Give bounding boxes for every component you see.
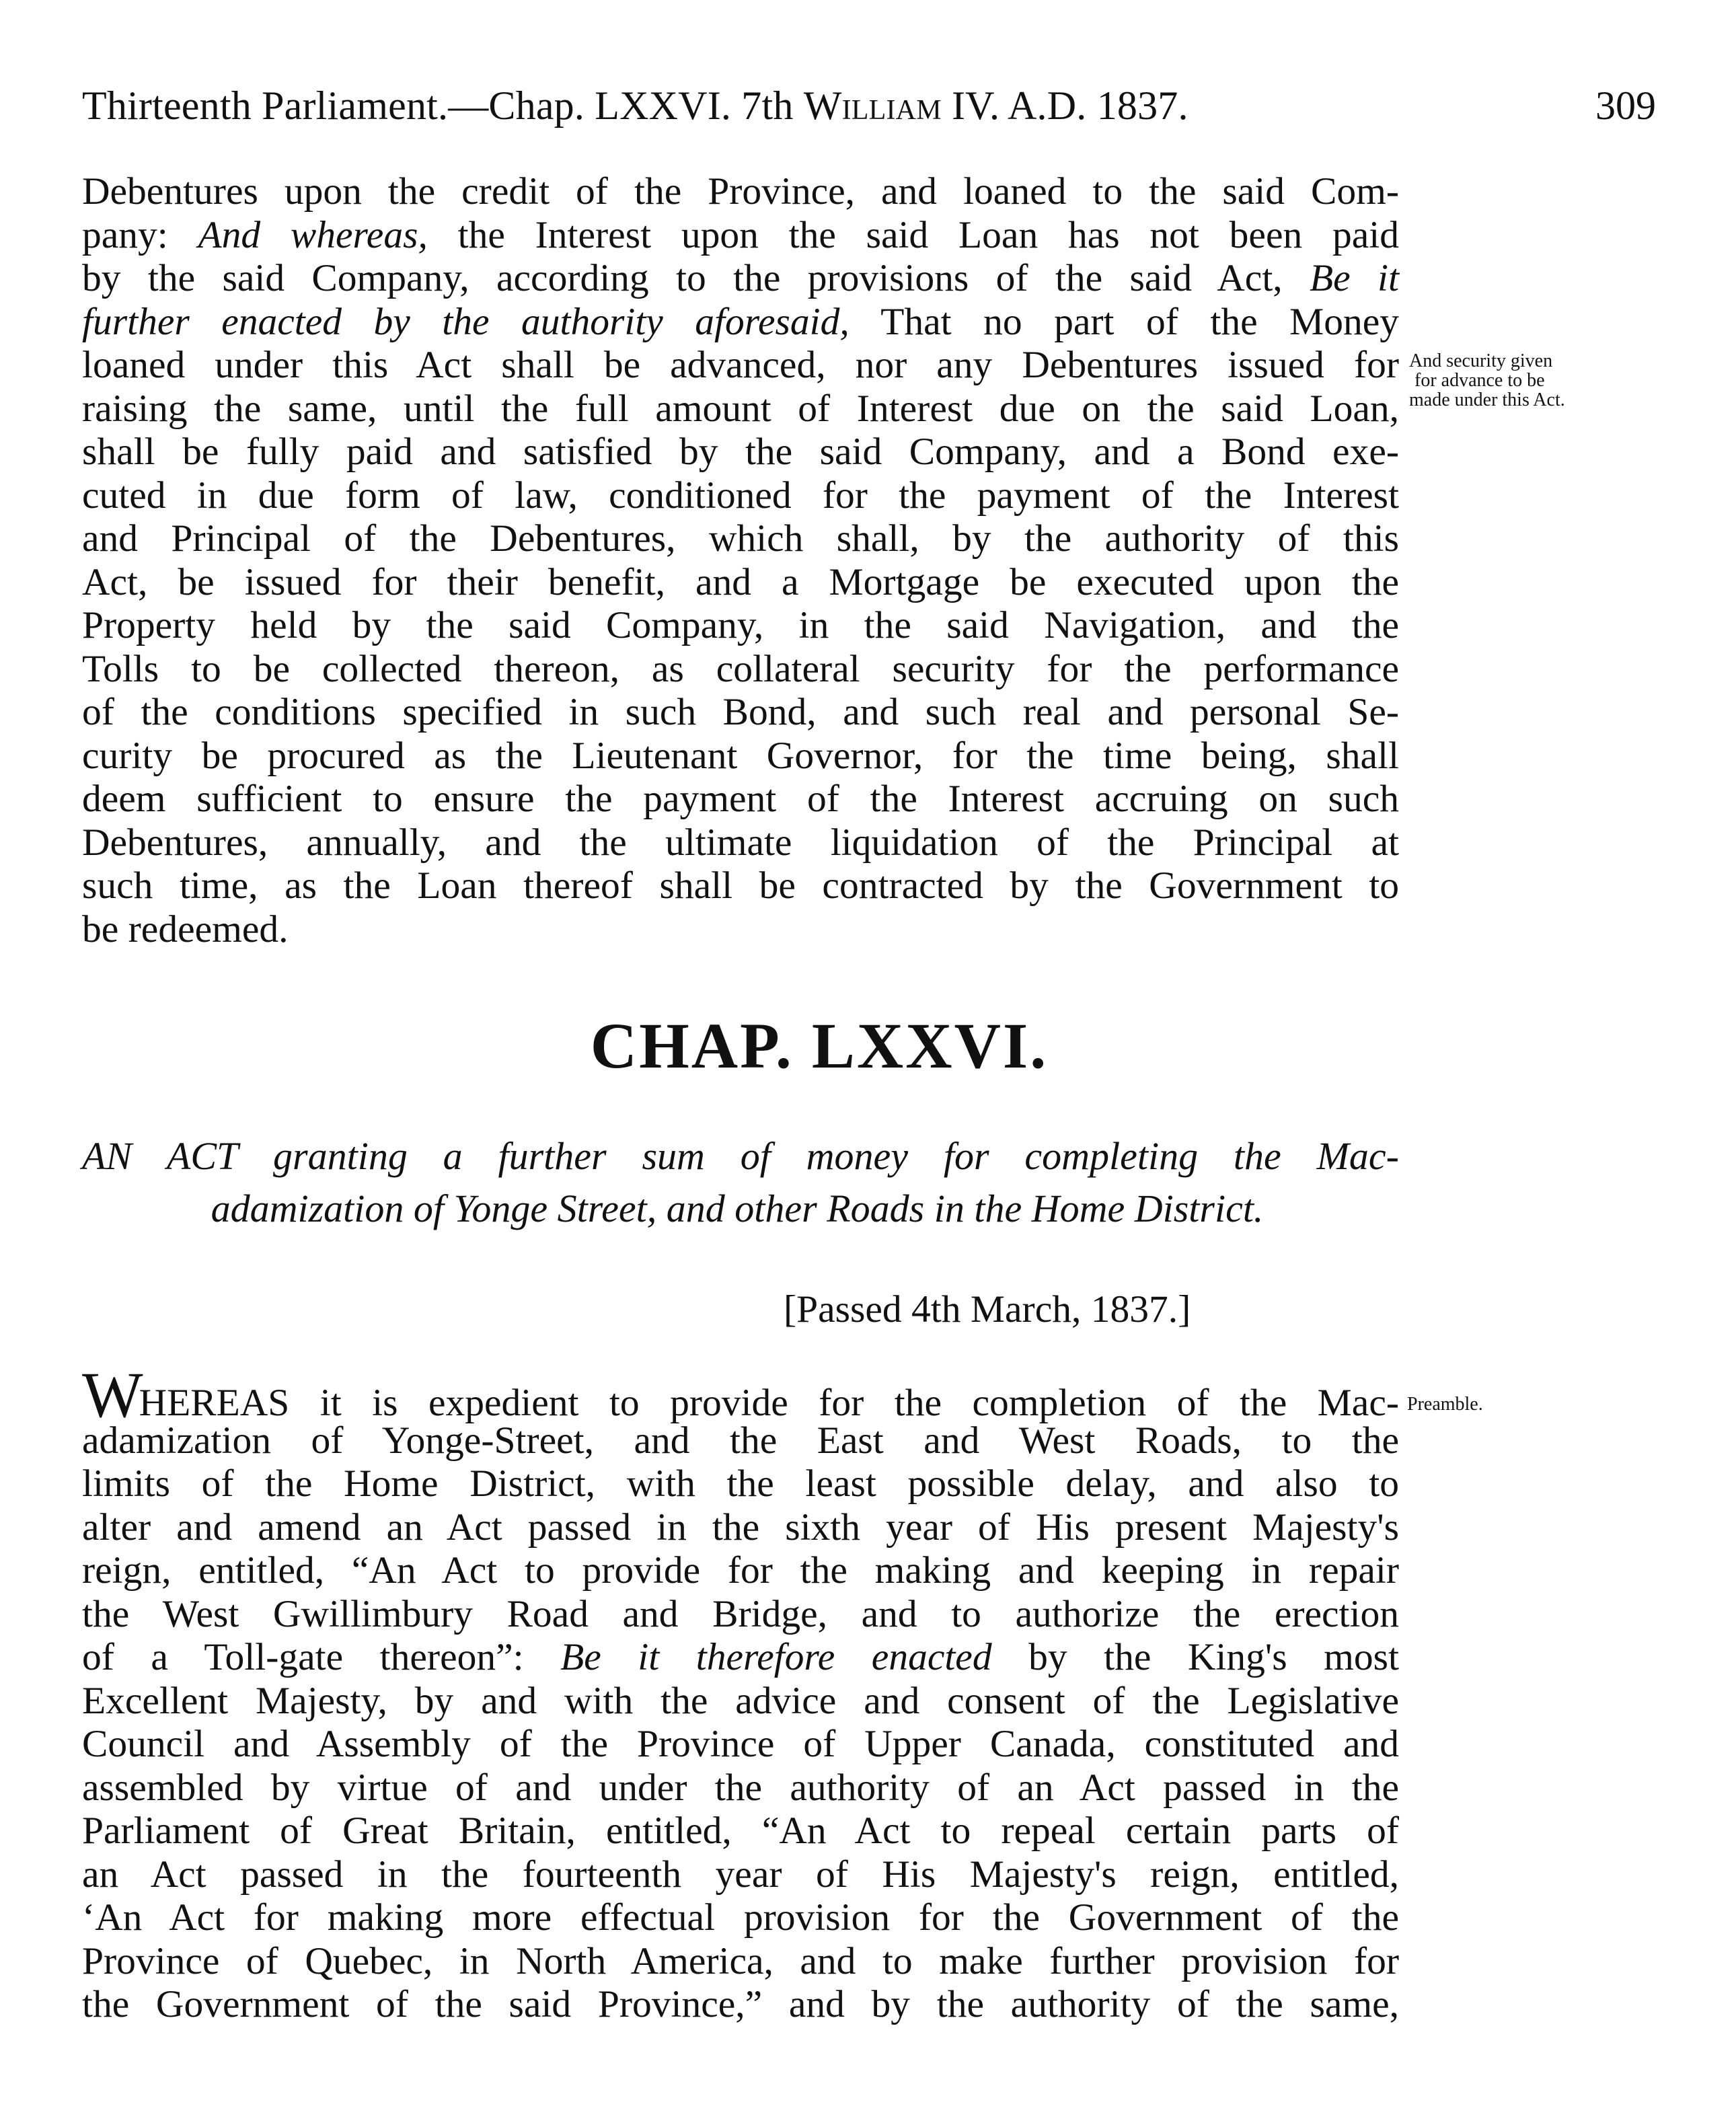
text-segment: adamization of Yonge-Street, and the East and West Roads, to the xyxy=(82,1419,1399,1462)
text-segment: such time, as the Loan thereof shall be contracted by the Government to xyxy=(82,864,1399,907)
margin-note-preamble: Preamble. xyxy=(1407,1394,1483,1415)
text-segment: by the said Company, according to the provisions of the said Act, xyxy=(82,257,1310,299)
text-line xyxy=(82,214,1399,258)
text-line xyxy=(82,1896,1399,1940)
title-prefix: Thirteenth Parliament.—Chap. LXXVI. 7th xyxy=(82,83,804,128)
title-suffix: IV. A.D. 1837. xyxy=(941,83,1188,128)
first-word-rest: HEREAS xyxy=(139,1382,290,1424)
text-line xyxy=(82,1680,1399,1723)
text-line xyxy=(82,648,1399,692)
page-number: 309 xyxy=(1595,83,1656,128)
king-name: William xyxy=(803,83,942,128)
chapter-heading-text: CHAP. LXXVI. xyxy=(590,1010,1049,1082)
text-line xyxy=(82,864,1399,908)
text-segment: curity be procured as the Lieutenant Governor, for the time being, shall xyxy=(82,734,1399,777)
text-line xyxy=(82,1636,1399,1680)
italic-phrase: Be it therefore enacted xyxy=(560,1636,992,1678)
text-line xyxy=(82,1983,1399,2027)
text-line xyxy=(82,1766,1399,1810)
text-segment: Property held by the said Company, in the said Navigation, and the xyxy=(82,604,1399,646)
act-title-line: adamization of Yonge Street, and other Roads in the Home District. xyxy=(211,1187,1264,1230)
italic-phrase: And whereas, xyxy=(198,213,428,256)
italic-phrase: further enacted by the authority aforesaid, xyxy=(82,300,850,343)
text-line xyxy=(82,1462,1399,1506)
text-segment: of the conditions specified in such Bond, and such real and personal Se- xyxy=(82,691,1399,733)
running-head xyxy=(82,75,1656,136)
text-line xyxy=(82,474,1399,518)
text-segment: Excellent Majesty, by and with the advice and consent of the Legislative xyxy=(82,1679,1399,1722)
text-segment: cuted in due form of law, conditioned for the payment of the Interest xyxy=(82,474,1399,517)
running-head-title xyxy=(82,75,1188,136)
margin-note-line: made under this Act. xyxy=(1409,389,1565,410)
text-line xyxy=(82,561,1399,605)
text-segment: loaned under this Act shall be advanced, nor any Debentures issued for xyxy=(82,344,1399,386)
text-segment: reign, entitled, “An Act to provide for the making and keeping in repair xyxy=(82,1549,1399,1592)
text-line xyxy=(82,170,1399,214)
text-segment: the Government of the said Province,” and by the authority of the same, xyxy=(82,1983,1399,2025)
text-line xyxy=(82,1810,1399,1853)
text-line xyxy=(82,1549,1399,1593)
act-title xyxy=(82,1130,1399,1235)
text-segment: Debentures upon the credit of the Province, and loaned to the said Com- xyxy=(82,170,1399,213)
text-line xyxy=(82,1506,1399,1550)
margin-note-security xyxy=(1409,351,1565,410)
text-segment: raising the same, until the full amount of Interest due on the said Loan, xyxy=(82,387,1399,430)
text-line xyxy=(82,1723,1399,1766)
chapter-heading xyxy=(0,1009,1736,1083)
text-line xyxy=(82,1593,1399,1637)
first-line-rest: it is expedient to provide for the completion of the Mac- xyxy=(289,1382,1399,1424)
text-line xyxy=(82,1419,1399,1463)
text-segment: Act, be issued for their benefit, and a Mortgage be executed upon the xyxy=(82,560,1399,603)
text-segment: the West Gwillimbury Road and Bridge, and to authorize the erection xyxy=(82,1592,1399,1635)
margin-note-line: for advance to be xyxy=(1414,370,1545,391)
text-line xyxy=(82,604,1399,648)
text-line xyxy=(82,257,1399,301)
text-segment: alter and amend an Act passed in the sixth year of His present Majesty's xyxy=(82,1505,1399,1549)
text-segment: limits of the Home District, with the least possible delay, and also to xyxy=(82,1462,1399,1505)
text-segment: the Interest upon the said Loan has not been paid xyxy=(427,213,1399,256)
text-line xyxy=(82,821,1399,865)
text-segment: pany: xyxy=(82,213,198,256)
preamble-first-line xyxy=(82,1359,1399,1431)
text-segment: Parliament of Great Britain, entitled, “An Act to repeal certain parts of xyxy=(82,1810,1399,1852)
text-segment: Province of Quebec, in North America, and to make further provision for xyxy=(82,1939,1399,1982)
passed-date: [Passed 4th March, 1837.] xyxy=(784,1288,1191,1331)
margin-note-line: And security given xyxy=(1409,350,1553,371)
text-segment: and Principal of the Debentures, which shall, by the authority of this xyxy=(82,517,1399,560)
text-line xyxy=(82,301,1399,344)
text-line xyxy=(82,691,1399,735)
act-title-line: AN ACT granting a further sum of money for completing the Mac- xyxy=(82,1134,1399,1178)
text-segment: ‘An Act for making more effectual provision for the Government of the xyxy=(82,1896,1399,1939)
text-segment: an Act passed in the fourteenth year of His Majesty's reign, entitled, xyxy=(82,1853,1399,1896)
text-segment: That no part of the Money xyxy=(849,300,1399,343)
text-line xyxy=(82,1940,1399,1984)
text-segment: of a Toll-gate thereon”: xyxy=(82,1636,561,1678)
text-segment: shall be fully paid and satisfied by the said Company, and a Bond exe- xyxy=(82,431,1399,473)
text-line xyxy=(82,778,1399,821)
drop-cap: W xyxy=(82,1359,139,1431)
text-line xyxy=(82,431,1399,474)
text-segment: be redeemed. xyxy=(82,907,289,950)
text-segment: Debentures, annually, and the ultimate liquidation of the Principal at xyxy=(82,821,1399,864)
section-text-continued xyxy=(82,170,1399,951)
text-segment: deem sufficient to ensure the payment of the Interest accruing on such xyxy=(82,778,1399,820)
text-line xyxy=(82,735,1399,778)
text-segment: Council and Assembly of the Province of Upper Canada, constituted and xyxy=(82,1723,1399,1765)
text-line xyxy=(82,1853,1399,1897)
text-line xyxy=(82,387,1399,431)
preamble-text xyxy=(82,1359,1400,2027)
text-line xyxy=(82,344,1399,387)
text-segment: by the King's most xyxy=(991,1636,1400,1678)
text-segment: Tolls to be collected thereon, as collateral security for the performance xyxy=(82,647,1399,690)
text-line xyxy=(82,517,1399,561)
italic-phrase: Be it xyxy=(1310,257,1399,299)
text-segment: assembled by virtue of and under the authority of an Act passed in the xyxy=(82,1766,1399,1809)
text-line xyxy=(82,908,1399,952)
